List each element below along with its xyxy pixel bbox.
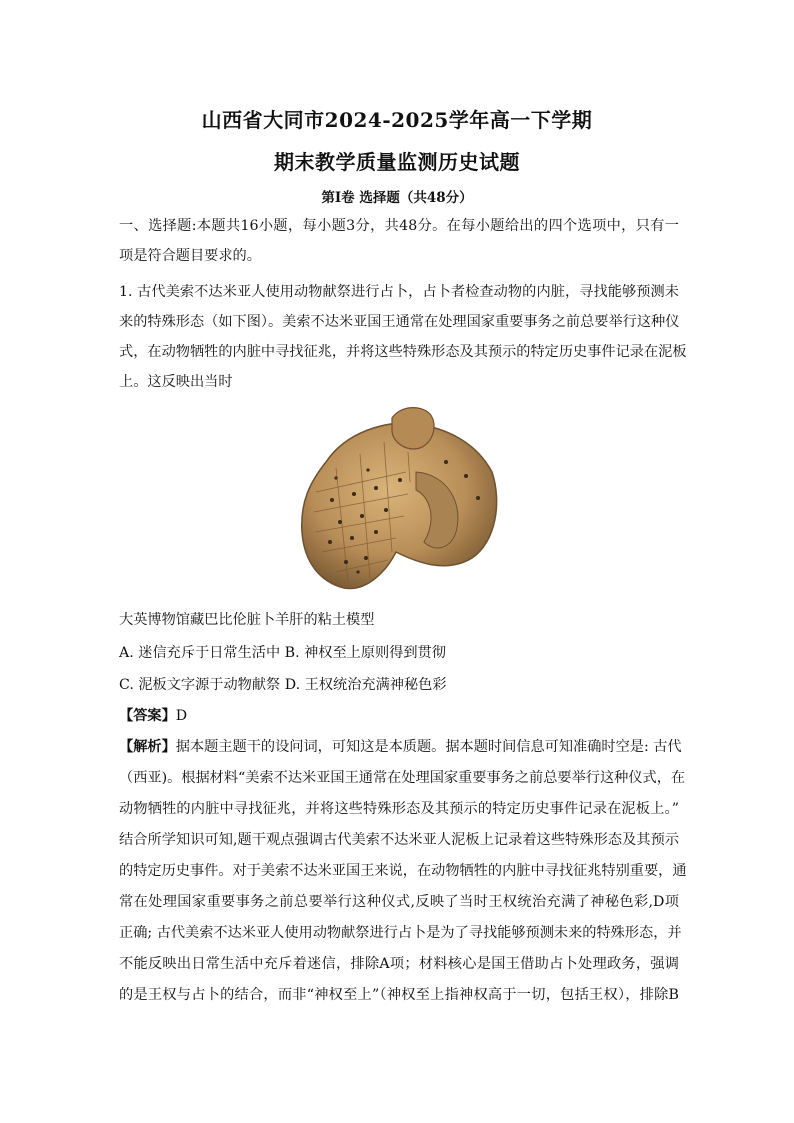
- analysis-line-1: [119, 737, 682, 757]
- analysis-line-6: 常在处理国家重要事务之前总要举行这种仪式,反映了当时王权统治充满了神秘色彩,D项: [119, 894, 679, 910]
- clay-liver-model-image: [296, 402, 502, 596]
- analysis-line-8: 不能反映出日常生活中充斥着迷信，排除A项；材料核心是国王借助占卜处理政务，强调: [119, 956, 679, 972]
- analysis-line-9: 的是王权与占卜的结合，而非“神权至上”（神权至上指神权高于一切，包括王权），排除B: [119, 987, 679, 1003]
- instructions-line-2: 项是符合题目要求的。: [119, 248, 261, 264]
- analysis-line-3: 动物牺牲的内脏中寻找征兆，并将这些特殊形态及其预示的特定历史事件记录在泥板上。”: [119, 801, 679, 817]
- analysis-first-text: 据本题主题干的设问词，可知这是本质题。据本题时间信息可知准确时空是: 古代: [175, 739, 682, 755]
- answer-value: D: [175, 708, 188, 724]
- question-stem-line-2: 来的特殊形态（如下图）。美索不达米亚国王通常在处理国家重要事务之前总要举行这种仪: [119, 314, 680, 330]
- analysis-line-4: 结合所学知识可知,题干观点强调古代美索不达米亚人泥板上记录着这些特殊形态及其预示: [119, 832, 679, 848]
- question-stem-line-1: 1. 古代美索不达米亚人使用动物献祭进行占卜，占卜者检查动物的内脏，寻找能够预测未: [119, 284, 679, 300]
- options-c-d: C. 泥板文字源于动物献祭 D. 王权统治充满神秘色彩: [119, 677, 447, 693]
- page-title: 山西省大同市2024-2025学年高一下学期: [201, 108, 593, 132]
- section-heading: 第Ⅰ卷 选择题（共48分）: [321, 190, 473, 206]
- page-subtitle: 期末教学质量监测历史试题: [274, 150, 520, 174]
- question-stem-line-3: 式，在动物牺牲的内脏中寻找征兆，并将这些特殊形态及其预示的特定历史事件记录在泥板: [119, 344, 687, 360]
- analysis-line-7: 正确; 古代美索不达米亚人使用动物献祭进行占卜是为了寻找能够预测未来的特殊形态，并: [119, 925, 682, 941]
- analysis-line-2: （西亚)。根据材料“美索不达米亚国王通常在处理国家重要事务之前总要举行这种仪式，在: [119, 770, 686, 786]
- analysis-label: 【解析】: [119, 739, 176, 755]
- answer-label: 【答案】: [119, 708, 176, 724]
- answer-row: [119, 706, 679, 726]
- figure-caption: 大英博物馆藏巴比伦脏卜羊肝的粘土模型: [119, 612, 375, 628]
- question-stem-line-4: 上。这反映出当时: [119, 374, 233, 390]
- instructions-line-1: 一、选择题:本题共16小题，每小题3分，共48分。在每小题给出的四个选项中，只有一: [119, 218, 679, 234]
- options-a-b: A. 迷信充斥于日常生活中 B. 神权至上原则得到贯彻: [119, 645, 446, 661]
- analysis-line-5: 的特定历史事件。对于美索不达米亚国王来说，在动物牺牲的内脏中寻找征兆特别重要，通: [119, 863, 687, 879]
